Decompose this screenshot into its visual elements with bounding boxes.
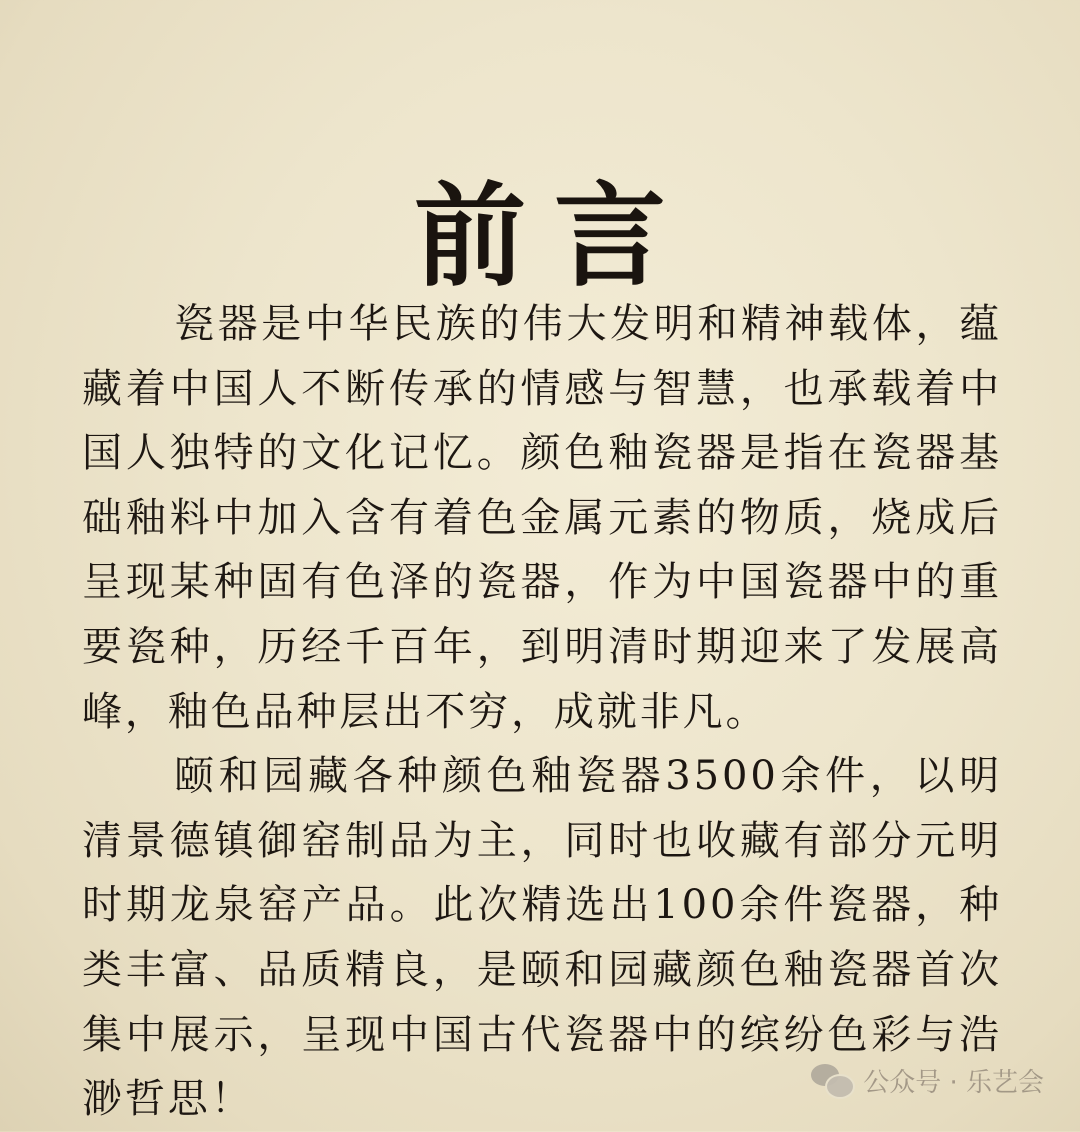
paragraph-2: 颐和园藏各种颜色釉瓷器3500余件，以明清景德镇御窑制品为主，同时也收藏有部分元明时期龙泉窑产品。此次精选出100余件瓷器，种类丰富、品质精良，是颐和园藏颜色釉瓷器首次集中展示，呈现中国古代瓷器中的缤纷色彩与浩渺哲思！ bbox=[82, 753, 1002, 1123]
preface-text bbox=[82, 292, 1002, 1132]
page-title: 前言 bbox=[414, 171, 694, 303]
watermark-text: 公众号 · 乐艺会 bbox=[863, 1068, 1044, 1098]
wechat-icon bbox=[811, 1064, 853, 1098]
paragraph-1: 瓷器是中华民族的伟大发明和精神载体，蕴藏着中国人不断传承的情感与智慧，也承载着中国人独特的文化记忆。颜色釉瓷器是指在瓷器基础釉料中加入含有着色金属元素的物质，烧成后呈现某种固有色泽的瓷器，作为中国瓷器中的重要瓷种，历经千百年，到明清时期迎来了发展高峰，釉色品种层出不穷，成就非凡。 bbox=[82, 301, 1002, 735]
watermark bbox=[811, 1062, 1044, 1099]
